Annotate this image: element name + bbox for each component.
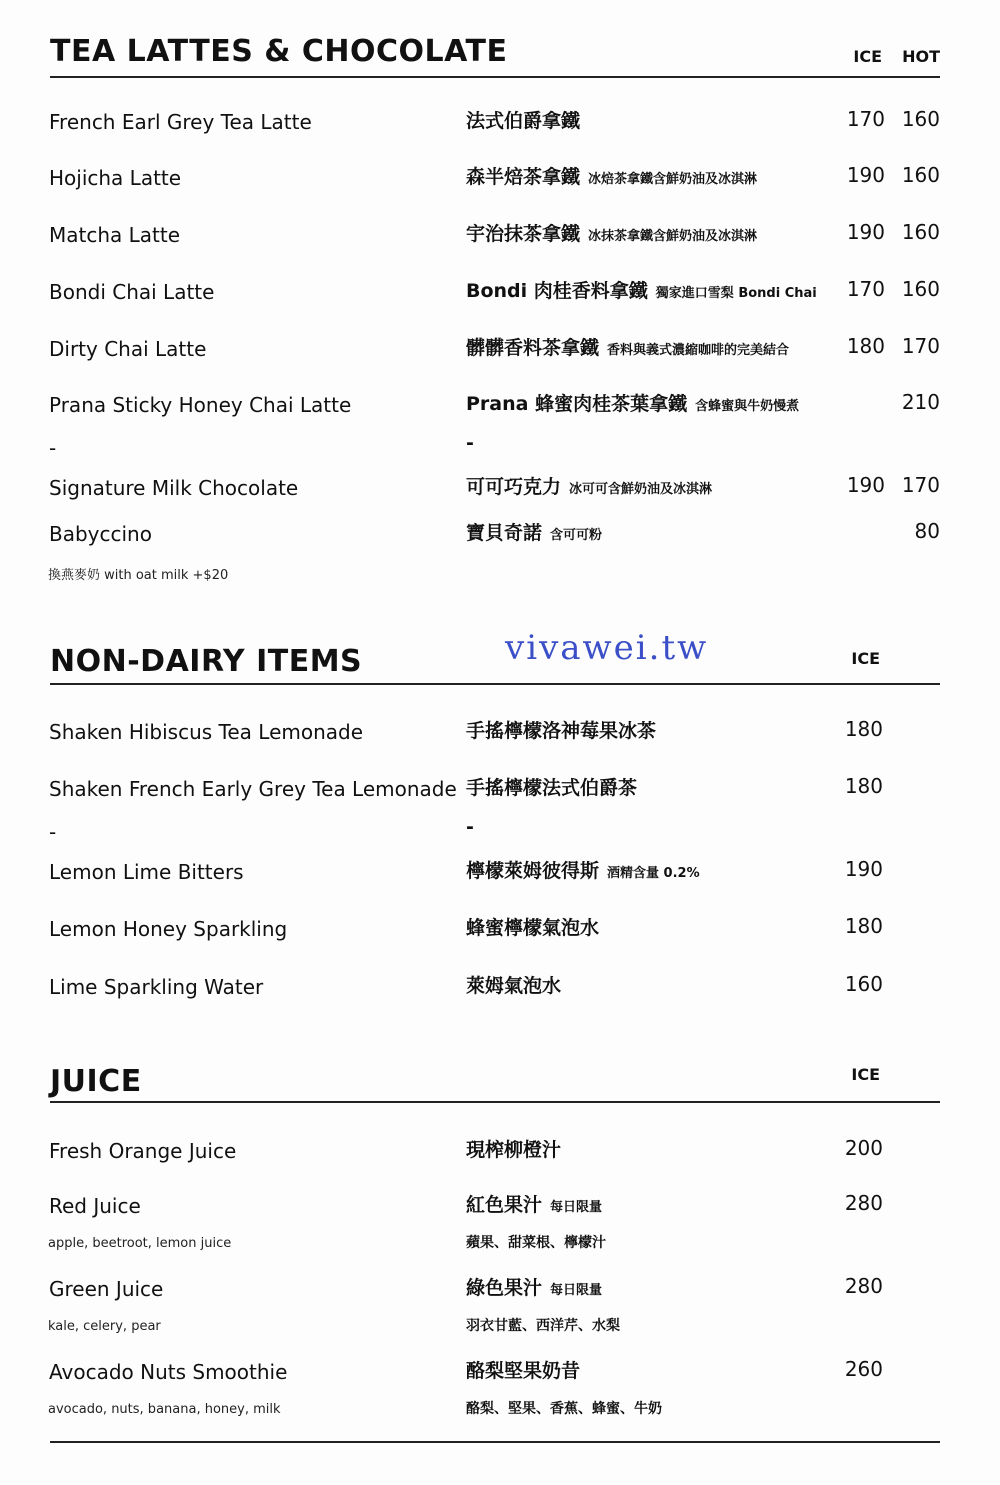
item-name-zh-text: 寶貝奇諾 (466, 522, 543, 544)
item-note: 含可可粉 (550, 528, 603, 543)
price-ice: 180 (844, 774, 883, 798)
price-ice: 190 (846, 220, 885, 244)
item-name-en: Babyccino (49, 522, 152, 546)
item-name-en: Lemon Lime Bitters (49, 860, 244, 884)
item-name-en: Avocado Nuts Smoothie (49, 1360, 288, 1384)
item-name-zh-text: 萊姆氣泡水 (466, 975, 562, 997)
item-name-en: Green Juice (49, 1277, 164, 1301)
item-note: 酒精含量 0.2% (607, 866, 700, 881)
item-name-zh-text: Bondi 肉桂香料拿鐵 (466, 280, 648, 302)
watermark: vivawei.tw (505, 628, 709, 668)
item-name-zh-text: 酪梨堅果奶昔 (466, 1360, 581, 1382)
item-name-en: Shaken French Early Grey Tea Lemonade (49, 777, 457, 801)
item-note: 冰焙茶拿鐵含鮮奶油及冰淇淋 (588, 172, 758, 187)
item-note: 每日限量 (550, 1283, 603, 1298)
item-name-en: French Earl Grey Tea Latte (49, 110, 312, 134)
price-hot: 160 (901, 163, 940, 187)
item-note: 香料與義式濃縮咖啡的完美結合 (607, 343, 790, 358)
section-divider (50, 1101, 940, 1103)
price-ice: 280 (844, 1191, 883, 1215)
item-note: 每日限量 (550, 1200, 603, 1215)
item-name-en: Dirty Chai Latte (49, 337, 207, 361)
item-name-zh-text: 現榨柳橙汁 (466, 1139, 562, 1161)
item-note: 冰抹茶拿鐵含鮮奶油及冰淇淋 (588, 229, 758, 244)
item-name-en: - (49, 436, 57, 460)
item-name-zh-text: 森半焙茶拿鐵 (466, 166, 581, 188)
price-hot: 160 (901, 277, 940, 301)
price-ice: 160 (844, 972, 883, 996)
item-note: 冰可可含鮮奶油及冰淇淋 (569, 482, 713, 497)
price-hot: 170 (901, 334, 940, 358)
price-hot: 160 (901, 107, 940, 131)
item-name-en: Bondi Chai Latte (49, 280, 215, 304)
item-name-zh (466, 1273, 602, 1300)
item-note: 含蜂蜜與牛奶慢煮 (695, 399, 800, 414)
item-name-zh-text: 手搖檸檬洛神莓果冰茶 (466, 720, 657, 742)
item-note: 獨家進口雪梨 Bondi Chai (655, 286, 817, 301)
item-description-zh: 蘋果、甜菜根、檸檬汁 (466, 1235, 606, 1251)
item-name-en: Signature Milk Chocolate (49, 476, 299, 500)
price-hot: 170 (901, 473, 940, 497)
column-header-ice: ICE (851, 649, 880, 668)
section-title: JUICE (50, 1064, 142, 1099)
item-name-en: Prana Sticky Honey Chai Latte (49, 393, 352, 417)
section-title: NON-DAIRY ITEMS (50, 644, 363, 679)
item-name-en: Shaken Hibiscus Tea Lemonade (49, 720, 364, 744)
item-name-zh-text: 髒髒香料茶拿鐵 (466, 337, 600, 359)
price-ice: 170 (846, 277, 885, 301)
price-ice: 200 (844, 1136, 883, 1160)
price-ice: 180 (844, 717, 883, 741)
item-name-zh (466, 1356, 580, 1383)
item-name-en: Hojicha Latte (49, 166, 182, 190)
item-name-en: Red Juice (49, 1194, 141, 1218)
price-ice: 190 (846, 163, 885, 187)
price-ice: 190 (844, 857, 883, 881)
item-name-zh-text: 法式伯爵拿鐵 (466, 110, 581, 132)
item-description-zh: 羽衣甘藍、西洋芹、水梨 (466, 1318, 620, 1334)
item-name-zh (466, 1190, 602, 1217)
item-name-zh-text: 綠色果汁 (466, 1277, 543, 1299)
item-name-en: Lemon Honey Sparkling (49, 917, 288, 941)
item-description-en: apple, beetroot, lemon juice (48, 1236, 232, 1251)
item-name-en: Fresh Orange Juice (49, 1139, 237, 1163)
bottom-divider (50, 1441, 940, 1443)
item-description-zh: 酪梨、堅果、香蕉、蜂蜜、牛奶 (466, 1401, 662, 1417)
price-ice: 280 (844, 1274, 883, 1298)
price-ice: 260 (844, 1357, 883, 1381)
item-description-en: kale, celery, pear (48, 1319, 161, 1334)
item-name-zh-text: Prana 蜂蜜肉桂茶葉拿鐵 (466, 393, 688, 415)
item-description-en: 換燕麥奶 with oat milk +$20 (48, 568, 229, 583)
item-name-en: Matcha Latte (49, 223, 181, 247)
column-header-hot: HOT (902, 47, 940, 66)
price-ice: 190 (846, 473, 885, 497)
item-name-en: - (49, 820, 57, 844)
item-name-zh-text: 宇治抹茶拿鐵 (466, 223, 581, 245)
item-name-en: Lime Sparkling Water (49, 975, 264, 999)
item-description-en: avocado, nuts, banana, honey, milk (48, 1402, 281, 1417)
price-hot: 210 (901, 390, 940, 414)
item-name-zh-text: - (466, 432, 474, 454)
item-name-zh-text: 紅色果汁 (466, 1194, 543, 1216)
price-ice: 180 (844, 914, 883, 938)
column-header-ice: ICE (853, 47, 882, 66)
price-ice: 170 (846, 107, 885, 131)
item-name-zh-text: 檸檬萊姆彼得斯 (466, 860, 600, 882)
item-name-zh-text: - (466, 816, 474, 838)
item-name-zh (466, 1135, 561, 1162)
item-name-zh-text: 手搖檸檬法式伯爵茶 (466, 777, 638, 799)
price-hot: 80 (914, 519, 940, 543)
section-title: TEA LATTES & CHOCOLATE (50, 34, 508, 69)
column-header-ice: ICE (851, 1065, 880, 1084)
price-ice: 180 (846, 334, 885, 358)
item-name-zh-text: 蜂蜜檸檬氣泡水 (466, 917, 600, 939)
price-hot: 160 (901, 220, 940, 244)
item-name-zh-text: 可可巧克力 (466, 476, 562, 498)
